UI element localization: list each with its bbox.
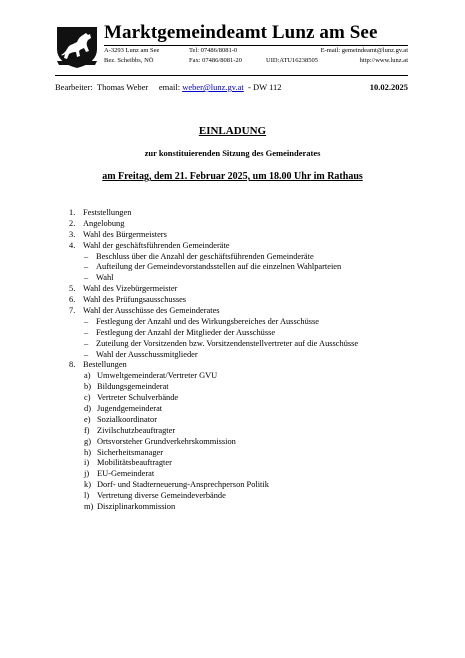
header-divider [55, 75, 408, 76]
meeting-date-line: am Freitag, dem 21. Februar 2025, um 18.00 Uhr im Rathaus [102, 171, 363, 182]
author-line [55, 82, 408, 92]
author-label: Bearbeiter: [55, 82, 93, 92]
agenda-item-text: Sozialkoordinator [97, 414, 158, 424]
agenda-item-number: m) [84, 502, 94, 512]
agenda-item-text: Wahl des Bürgermeisters [83, 229, 167, 239]
author-email-label: email: [158, 82, 181, 92]
agenda-item-text: Wahl der Ausschussmitglieder [96, 349, 198, 359]
agenda-item-number: 2. [69, 218, 76, 228]
agenda-item-text: Bestellungen [83, 360, 127, 370]
agenda-item-text: Umweltgemeinderat/Vertreter GVU [97, 371, 218, 381]
agenda-item-text: Dorf- und Stadterneuerung-Ansprechperson Politik [97, 480, 269, 490]
agenda-item-number: b) [84, 382, 91, 392]
agenda-item-number: c) [84, 393, 91, 403]
agenda-item-text: Wahl der Ausschüsse des Gemeinderates [83, 306, 220, 316]
agenda-item-number: 6. [69, 295, 76, 305]
agenda-item-number: 7. [69, 306, 76, 316]
agenda-item-number: l) [84, 491, 90, 501]
letterhead-email: E-mail: gemeindeamt@lunz.gv.at [320, 47, 408, 54]
letterhead-district: Bez. Scheibbs, NÖ [104, 57, 154, 64]
agenda-item-text: Vertreter Schulverbände [97, 393, 179, 403]
letterhead-web: http://www.lunz.at [359, 57, 408, 64]
agenda-item-text: Wahl [96, 273, 114, 283]
agenda-item-text: EU-Gemeinderat [97, 469, 155, 479]
document-heading: EINLADUNG [198, 125, 267, 137]
agenda-item-text: Festlegung der Anzahl und des Wirkungsbereiches der Ausschüsse [96, 316, 320, 326]
author-ref: - DW 112 [248, 82, 282, 92]
agenda-item-number: j) [84, 469, 90, 479]
agenda-item-text: Ortsvorsteher Grundverkehrskommission [97, 436, 236, 446]
agenda-item-number: i) [84, 458, 90, 468]
agenda-item-number: 1. [69, 208, 76, 217]
letterhead-address: A-3293 Lunz am See [104, 47, 160, 54]
agenda-item-number: g) [84, 436, 91, 446]
letterhead-title: Marktgemeindeamt Lunz am See [104, 22, 378, 43]
agenda-item-text: Zivilschutzbeauftragter [97, 425, 176, 435]
agenda-item-text: Feststellungen [83, 208, 132, 217]
agenda-item-number: – [84, 262, 89, 272]
agenda-item-text: Wahl des Vizebürgermeister [83, 284, 178, 294]
agenda-item-text: Wahl der geschäftsführenden Gemeinderäte [83, 240, 230, 250]
letterhead-fax: Fax: 07486/8081-20 [189, 57, 242, 64]
agenda-item-number: 8. [69, 360, 76, 370]
agenda-item-number: – [84, 251, 89, 261]
agenda-item-number: h) [84, 447, 91, 457]
agenda-item-text: Disziplinarkommission [97, 502, 176, 512]
agenda-item-number: 5. [69, 284, 76, 294]
agenda-item-text: Mobilitätsbeauftragter [97, 458, 172, 468]
letterhead-rule [104, 45, 408, 46]
agenda-item-text: Jugendgemeinderat [97, 404, 163, 414]
agenda-item-text: Angelobung [83, 218, 125, 228]
agenda-item-text: Vertretung diverse Gemeindeverbände [97, 491, 226, 501]
municipality-logo [55, 25, 99, 69]
author-email-link[interactable]: weber@lunz.gv.at [182, 82, 244, 92]
agenda-item-number: d) [84, 404, 91, 414]
agenda-item-text: Zuteilung der Vorsitzenden bzw. Vorsitzendenstellvertreter auf die Ausschüsse [96, 338, 359, 348]
letterhead-tel: Tel: 07486/8081-0 [189, 47, 238, 54]
agenda-item-number: – [84, 273, 89, 283]
agenda-item-number: 3. [69, 229, 76, 239]
document-subheading: zur konstituierenden Sitzung des Gemeinderates [144, 148, 321, 158]
agenda-item-text: Beschluss über die Anzahl der geschäftsführenden Gemeinderäte [96, 251, 314, 261]
agenda-item-number: 4. [69, 240, 76, 250]
agenda-item-number: – [84, 316, 89, 326]
document-date: 10.02.2025 [369, 82, 408, 92]
agenda-item-text: Festlegung der Anzahl der Mitglieder der Ausschüsse [96, 327, 276, 337]
agenda-item-text: Aufteilung der Gemeindevorstandsstellen auf die einzelnen Wahlparteien [96, 262, 342, 272]
agenda-item-number: – [84, 349, 89, 359]
agenda-item-number: a) [84, 371, 91, 381]
agenda-item-text: Wahl des Prüfungsausschusses [83, 295, 187, 305]
agenda-item-text: Sicherheitsmanager [97, 447, 164, 457]
author-name: Thomas Weber [96, 82, 149, 92]
agenda-item-number: f) [84, 425, 90, 435]
agenda-item-text: Bildungsgemeinderat [97, 382, 169, 392]
agenda-item-number: e) [84, 414, 91, 424]
agenda-item-number: – [84, 338, 89, 348]
agenda-item-number: – [84, 327, 89, 337]
letterhead-uid: UID:ATU16238505 [266, 57, 318, 64]
agenda-item-number: k) [84, 480, 91, 490]
